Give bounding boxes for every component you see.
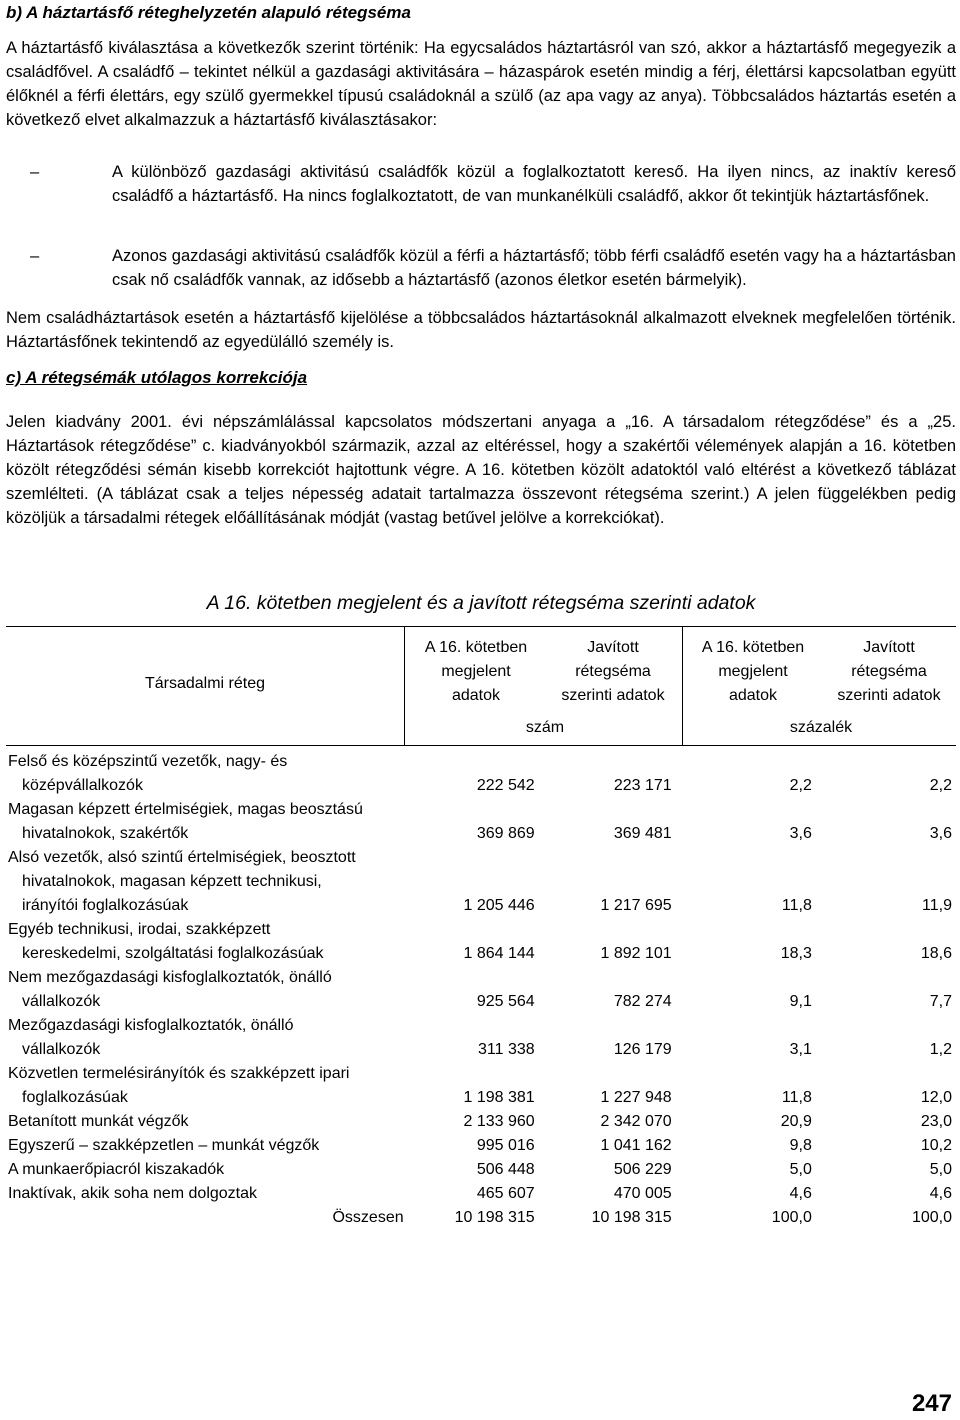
table-row	[6, 1110, 956, 1134]
header-line: A 16. kötetben	[701, 639, 805, 656]
corrected-count-cell: 369 481	[613, 825, 672, 842]
corrected-count-cell: 1 227 948	[600, 1089, 672, 1106]
row-label-line: hivatalnokok, szakértők	[22, 825, 189, 842]
table-row	[6, 846, 956, 918]
published-count-cell: 222 542	[476, 777, 535, 794]
row-label-line: Magasan képzett értelmiségiek, magas beosztású	[8, 801, 363, 818]
row-label-line: Nem mezőgazdasági kisfoglalkoztatók, önálló	[8, 969, 332, 986]
section-b-heading: b) A háztartásfő réteghelyzetén alapuló rétegséma	[6, 3, 411, 22]
table-row	[6, 966, 956, 1014]
header-line: adatok	[728, 687, 778, 704]
table-row	[6, 1134, 956, 1158]
page-number: 247	[911, 1390, 952, 1417]
row-label-line: kereskedelmi, szolgáltatási foglalkozásúak	[22, 945, 324, 962]
rule-list	[6, 160, 956, 208]
dash-bullet: –	[30, 163, 40, 181]
table-top-rule	[6, 626, 956, 627]
row-label-line: vállalkozók	[22, 1041, 101, 1058]
published-count-cell: 506 448	[476, 1161, 535, 1178]
header-line: szerinti adatok	[837, 687, 941, 704]
row-label-line: Betanított munkát végzők	[8, 1113, 189, 1130]
published-count-cell: 465 607	[476, 1185, 535, 1202]
published-percent-cell: 2,2	[789, 777, 812, 794]
corrected-count-cell: 223 171	[613, 777, 672, 794]
header-social-layer: Társadalmi réteg	[144, 675, 266, 692]
total-published-count-cell: 10 198 315	[454, 1209, 535, 1226]
header-line: Javított	[863, 639, 915, 656]
corrected-percent-cell: 23,0	[920, 1113, 952, 1130]
unit-percent: százalék	[789, 719, 853, 736]
header-line: szerinti adatok	[561, 687, 665, 704]
header-line: adatok	[451, 687, 501, 704]
published-count-cell: 925 564	[476, 993, 535, 1010]
rule-text: Azonos gazdasági aktivitású családfők közül a férfi a háztartásfő; több férfi családfő esetén vagy ha a háztartásban csak nő családfők vannak, az idősebb a háztartásfő (azonos életkor esetén bármelyik).	[112, 247, 956, 289]
row-label	[6, 1134, 404, 1158]
published-percent-cell: 11,8	[781, 897, 812, 914]
corrected-percent-cell: 18,6	[920, 945, 952, 962]
column-divider	[682, 626, 683, 745]
total-corrected-count-cell: 10 198 315	[591, 1209, 672, 1226]
header-corrected-count	[546, 636, 680, 708]
row-label	[6, 966, 404, 1014]
published-count-cell: 311 338	[478, 1041, 535, 1058]
unit-count: szám	[525, 719, 565, 736]
corrected-percent-cell: 2,2	[929, 777, 952, 794]
published-percent-cell: 3,1	[789, 1041, 812, 1058]
published-percent-cell: 5,0	[789, 1161, 812, 1178]
row-label-line: Mezőgazdasági kisfoglalkoztatók, önálló	[8, 1017, 294, 1034]
row-label	[6, 1062, 404, 1110]
rule-item	[6, 244, 956, 292]
row-label	[6, 846, 404, 918]
header-corrected-percent	[822, 636, 956, 708]
corrected-percent-cell: 5,0	[929, 1161, 952, 1178]
published-count-cell: 1 864 144	[463, 945, 535, 962]
corrected-percent-cell: 11,9	[922, 897, 952, 914]
corrected-percent-cell: 12,0	[920, 1089, 952, 1106]
nonfamily-paragraph: Nem családháztartások esetén a háztartásfő kijelölése a többcsaládos háztartásoknál alkalmazott elveknek megfelelően történik. Háztartásfőnek tekintendő az egyedülálló személy is.	[6, 309, 956, 351]
total-row	[6, 1206, 956, 1230]
header-published-percent	[686, 636, 820, 708]
table-row	[6, 1014, 956, 1062]
section-b-intro: A háztartásfő kiválasztása a következők szerint történik: Ha egycsaládos háztartásról van szó, akkor a háztartásfő megegyezik a családfővel. A családfő – tekintet nélkül a gazdasági aktivitására – házaspárok esetén mindig a férj, élettársi kapcsolatban együtt élőknél a férfi élettárs, egy szülő gyermekkel típusú családoknál a szülő (az apa vagy az anya). Többcsaládos háztartás esetén a következő elvet alkalmazzuk a háztartásfő kiválasztásakor:	[6, 39, 956, 129]
published-percent-cell: 9,1	[789, 993, 812, 1010]
published-percent-cell: 4,6	[789, 1185, 812, 1202]
row-label-line: Egyéb technikusi, irodai, szakképzett	[8, 921, 271, 938]
section-c-heading: c) A rétegsémák utólagos korrekciója	[6, 368, 308, 387]
row-label-line: Közvetlen termelésirányítók és szakképzett ipari	[8, 1065, 350, 1082]
row-label	[6, 1158, 404, 1182]
row-label-line: középvállalkozók	[22, 777, 143, 794]
table-row	[6, 1182, 956, 1206]
table-row	[6, 1158, 956, 1182]
row-label-line: A munkaerőpiacról kiszakadók	[8, 1161, 225, 1178]
total-published-percent-cell: 100,0	[771, 1209, 812, 1226]
header-published-count	[410, 636, 542, 708]
row-label-line: foglalkozásúak	[22, 1089, 128, 1106]
table-row	[6, 750, 956, 798]
corrected-count-cell: 782 274	[613, 993, 672, 1010]
row-label	[6, 1182, 404, 1206]
row-label-line: Egyszerű – szakképzetlen – munkát végzők	[8, 1137, 320, 1154]
published-percent-cell: 9,8	[789, 1137, 812, 1154]
section-c-text: Jelen kiadvány 2001. évi népszámlálással kapcsolatos módszertani anyaga a „16. A társadalom rétegződése” és a „25. Háztartások rétegződése” c. kiadványokból származik, azzal az eltéréssel, hogy a szakértői vélemények alapján a 16. kötetben közölt rétegződési sémán kisebb korrekciót hajtottunk végre. A 16. kötetben közölt adatoktól való eltérést a következő táblázat szemlélteti. (A táblázat csak a teljes népesség adatait tartalmazza összevont rétegséma szerint.) A jelen függelékben pedig közöljük a társadalmi rétegek előállításának módját (vastag betűvel jelölve a korrekciókat).	[6, 413, 956, 527]
row-label-line: vállalkozók	[22, 993, 101, 1010]
total-label: Összesen	[332, 1209, 404, 1226]
published-count-cell: 369 869	[476, 825, 535, 842]
header-line: megjelent	[441, 663, 511, 680]
row-label	[6, 1014, 404, 1062]
total-corrected-percent-cell: 100,0	[911, 1209, 952, 1226]
corrected-percent-cell: 10,2	[920, 1137, 952, 1154]
published-count-cell: 1 205 446	[463, 897, 535, 914]
row-label	[6, 798, 404, 846]
row-label-line: hivatalnokok, magasan képzett technikusi,	[22, 873, 322, 890]
published-percent-cell: 11,8	[781, 1089, 812, 1106]
corrected-count-cell: 1 892 101	[600, 945, 672, 962]
header-line: rétegséma	[575, 663, 651, 680]
table-title: A 16. kötetben megjelent és a javított rétegséma szerinti adatok	[206, 592, 756, 614]
column-divider	[404, 626, 405, 745]
corrected-count-cell: 126 179	[613, 1041, 672, 1058]
row-label-line: irányítói foglalkozásúak	[22, 897, 189, 914]
corrected-count-cell: 506 229	[613, 1161, 672, 1178]
table-row	[6, 798, 956, 846]
published-percent-cell: 18,3	[780, 945, 812, 962]
corrected-percent-cell: 1,2	[929, 1041, 952, 1058]
corrected-percent-cell: 4,6	[929, 1185, 952, 1202]
row-label	[6, 1110, 404, 1134]
published-count-cell: 2 133 960	[463, 1113, 535, 1130]
dash-bullet: –	[30, 247, 40, 265]
row-label-line: Inaktívak, akik soha nem dolgoztak	[8, 1185, 258, 1202]
published-percent-cell: 20,9	[780, 1113, 812, 1130]
row-label	[6, 918, 404, 966]
stratification-table	[6, 750, 956, 1230]
corrected-count-cell: 470 005	[613, 1185, 672, 1202]
row-label-line: Felső és középszintű vezetők, nagy- és	[8, 753, 288, 770]
corrected-count-cell: 1 217 695	[600, 897, 672, 914]
rule-item	[6, 160, 956, 208]
corrected-percent-cell: 7,7	[929, 993, 952, 1010]
corrected-count-cell: 1 041 162	[600, 1137, 672, 1154]
header-line: A 16. kötetben	[424, 639, 528, 656]
table-row	[6, 1062, 956, 1110]
header-line: rétegséma	[851, 663, 927, 680]
header-line: megjelent	[718, 663, 788, 680]
table-row	[6, 918, 956, 966]
published-count-cell: 1 198 381	[463, 1089, 535, 1106]
corrected-percent-cell: 3,6	[929, 825, 952, 842]
rule-text: A különböző gazdasági aktivitású családfők közül a foglalkoztatott kereső. Ha ilyen nincs, az inaktív kereső családfő a háztartásfő. Ha nincs foglalkoztatott, de van munkanélküli családfő, akkor őt tekintjük háztartásfőnek.	[112, 163, 956, 205]
rule-list	[6, 244, 956, 292]
published-count-cell: 995 016	[476, 1137, 535, 1154]
published-percent-cell: 3,6	[789, 825, 812, 842]
header-line: Javított	[587, 639, 639, 656]
table-header-rule	[6, 745, 956, 746]
corrected-count-cell: 2 342 070	[600, 1113, 672, 1130]
row-label	[6, 750, 404, 798]
row-label-line: Alsó vezetők, alsó szintű értelmiségiek, beosztott	[8, 849, 356, 866]
